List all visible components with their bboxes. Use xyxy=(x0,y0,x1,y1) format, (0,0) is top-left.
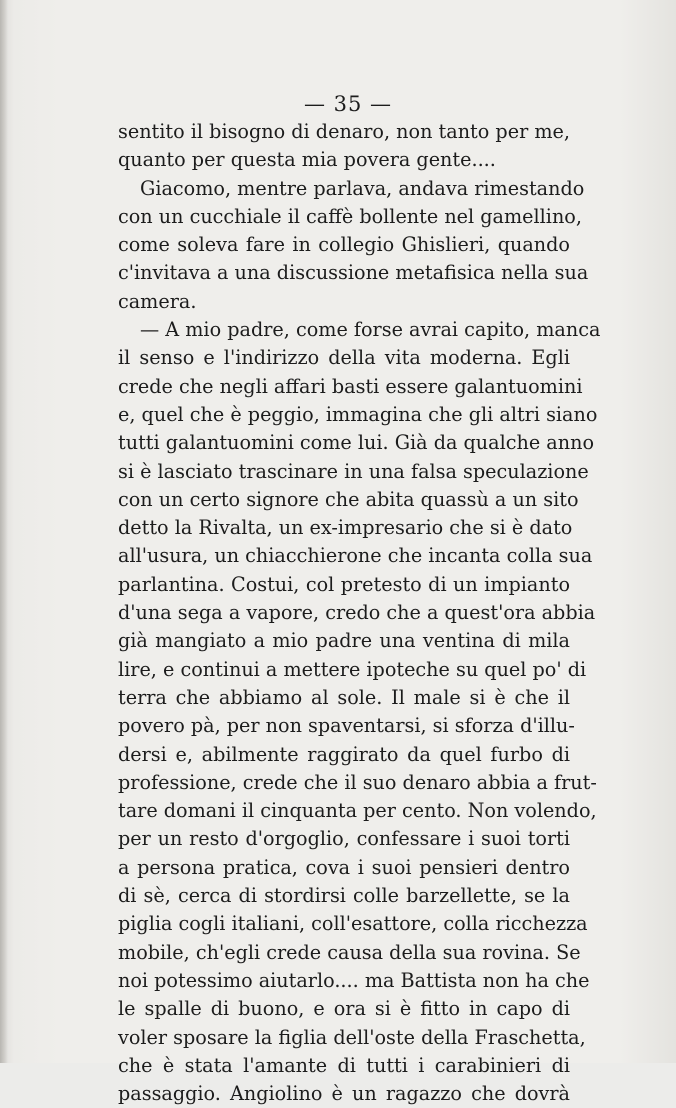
text-line: a persona pratica, cova i suoi pensieri dentro xyxy=(118,855,570,879)
text-line: tare domani il cinquanta per cento. Non volendo, xyxy=(118,799,597,823)
text-line: per un resto d'orgoglio, confessare i suoi torti xyxy=(118,827,570,851)
text-line: detto la Rivalta, un ex-impresario che si è dato xyxy=(118,516,573,540)
text-line: professione, crede che il suo denaro abbia a frut- xyxy=(118,770,597,794)
text-line: Giacomo, mentre parlava, andava rimestando xyxy=(140,176,585,200)
text-line: d'una sega a vapore, credo che a quest'ora abbia xyxy=(118,601,596,625)
text-line: — A mio padre, come forse avrai capito, manca xyxy=(140,318,601,342)
page-number: — 35 — xyxy=(303,92,393,116)
text-line: all'usura, un chiacchierone che incanta colla sua xyxy=(118,544,593,568)
text-line: terra che abbiamo al sole. Il male si è che il xyxy=(118,685,570,709)
text-line: e, quel che è peggio, immagina che gli altri siano xyxy=(118,402,598,426)
text-line: come soleva fare in collegio Ghislieri, quando xyxy=(118,233,570,257)
text-line: dersi e, abilmente raggirato da quel furbo di xyxy=(118,742,570,766)
body-text xyxy=(118,118,601,1108)
text-line: piglia cogli italiani, coll'esattore, colla ricchezza xyxy=(118,912,588,936)
text-line: camera. xyxy=(118,289,197,313)
text-line: quanto per questa mia povera gente.... xyxy=(118,148,496,172)
text-line: sentito il bisogno di denaro, non tanto per me, xyxy=(118,120,570,143)
text-line: con un cucchiale il caffè bollente nel gamellino, xyxy=(118,204,582,228)
text-line: parlantina. Costui, col pretesto di un impianto xyxy=(118,572,570,596)
text-line: le spalle di buono, e ora si è fitto in capo di xyxy=(118,997,570,1021)
text-line: con un certo signore che abita quassù a un sito xyxy=(118,487,579,511)
text-line: si è lasciato trascinare in una falsa speculazione xyxy=(118,459,589,483)
text-line: di sè, cerca di stordirsi colle barzellette, se la xyxy=(118,884,570,908)
text-line: tutti galantuomini come lui. Già da qualche anno xyxy=(118,431,595,455)
text-line: povero pà, per non spaventarsi, si sforza d'illu- xyxy=(118,714,575,738)
text-line: passaggio. Angiolino è un ragazzo che dovrà xyxy=(118,1082,570,1106)
text-line: mobile, ch'egli crede causa della sua rovina. Se xyxy=(118,940,581,964)
text-line: c'invitava a una discussione metafisica nella sua xyxy=(118,261,589,285)
text-line: lire, e continui a mettere ipoteche su quel po' di xyxy=(118,657,587,681)
text-line: noi potessimo aiutarlo.... ma Battista non ha che xyxy=(118,968,590,992)
text-line: già mangiato a mio padre una ventina di mila xyxy=(118,629,570,653)
text-line: voler sposare la figlia dell'oste della Fraschetta, xyxy=(118,1025,586,1049)
text-line: il senso e l'indirizzo della vita moderna. Egli xyxy=(118,346,570,370)
page-edge-shadow xyxy=(0,0,8,1063)
text-line: crede che negli affari basti essere galantuomini xyxy=(118,374,583,398)
text-line: che è stata l'amante di tutti i carabinieri di xyxy=(118,1053,570,1077)
